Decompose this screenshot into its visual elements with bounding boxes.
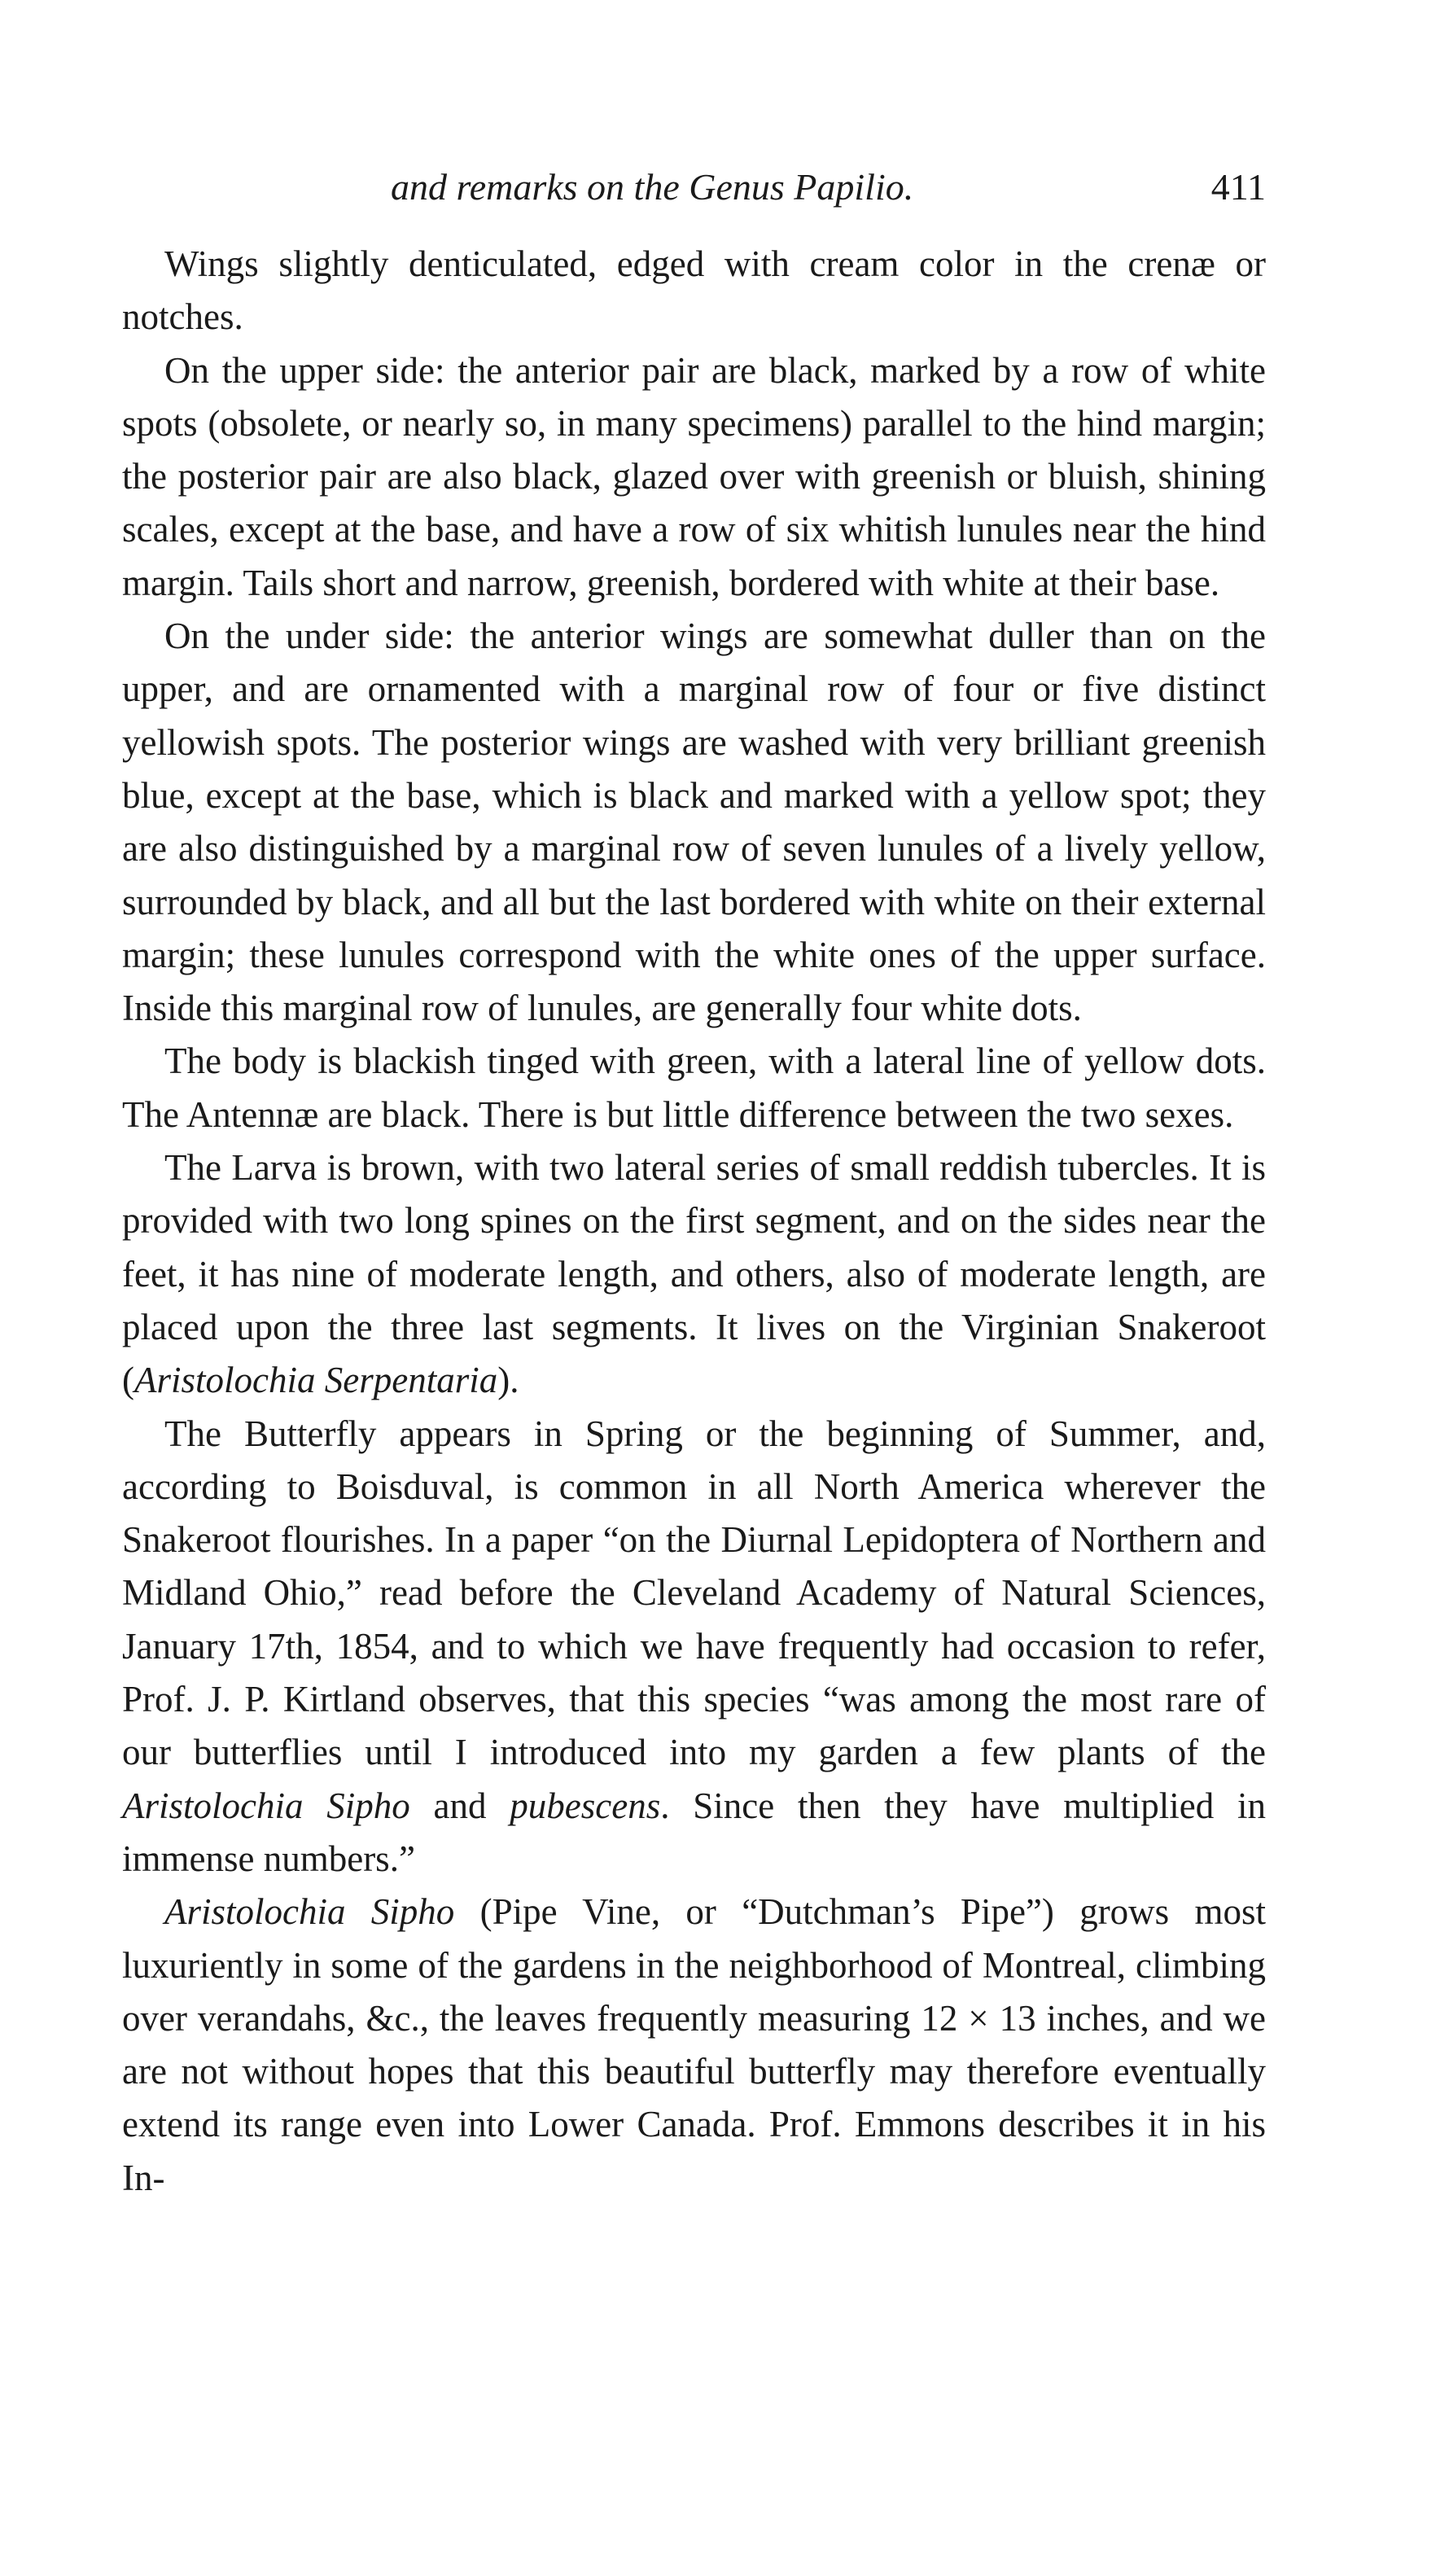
text-segment: . Since then they have multiplied in immense numbers.” <box>122 1785 1266 1879</box>
text-segment: On the upper side: the anterior pair are black, marked by a row of white spots (obsolete, or nearly so, in many specimens) parallel to the hind margin; the posterior pair are also black, glazed over with greenish or bluish, shining scales, except at the base, and have a row of six whitish lunules near the hind margin. Tails short and narrow, greenish, bordered with white at their base. <box>122 349 1266 603</box>
text-segment: and <box>409 1785 510 1826</box>
paragraph <box>122 1035 1266 1141</box>
text-segment: ). <box>497 1360 519 1401</box>
running-title: and remarks on the Genus Papilio. <box>391 166 914 208</box>
paragraph <box>122 344 1266 610</box>
italic-text-segment: Aristolochia Sipho <box>122 1785 410 1826</box>
page-number: 411 <box>1210 166 1266 208</box>
text-segment: (Pipe Vine, or “Dutchman’s Pipe”) grows most luxuriently in some of the gardens in the neighborhood of Montreal, climbing over verandahs, &c., the leaves frequently measuring 12 × 13 inches, and we are not without hopes that this beautiful butterfly may therefore eventually extend its range even into Lower Canada. Prof. Emmons describes it in his In- <box>122 1891 1267 2198</box>
paragraph <box>122 610 1266 1035</box>
body-text <box>122 238 1266 2205</box>
paragraph <box>122 238 1266 344</box>
text-segment: The Butterfly appears in Spring or the beginning of Summer, and, according to Boisduval, is common in all North America wherever the Snakeroot flourishes. In a paper “on the Diurnal Lepidoptera of Northern and Midland Ohio,” read before the Cleveland Academy of Natural Sciences, January 17th, 1854, and to which we have frequently had occasion to refer, Prof. J. P. Kirtland observes, that this species “was among the most rare of our butterflies until I introduced into my garden a few plants of the <box>122 1413 1266 1773</box>
italic-text-segment: Aristolochia Serpentaria <box>134 1360 498 1401</box>
paragraph <box>122 1408 1266 1886</box>
text-segment: Wings slightly denticulated, edged with cream color in the crenæ or notches. <box>122 243 1266 338</box>
text-segment: The body is blackish tinged with green, with a lateral line of yellow dots. The Antennæ are black. There is but little difference between the two sexes. <box>122 1040 1266 1135</box>
paragraph <box>122 1141 1266 1407</box>
paragraph <box>122 1886 1266 2205</box>
text-segment: The Larva is brown, with two lateral series of small reddish tubercles. It is provided with two long spines on the first segment, and on the sides near the feet, it has nine of moderate length, and others, also of moderate length, are placed upon the three last segments. It lives on the Virginian Snakeroot ( <box>122 1147 1266 1401</box>
text-segment: On the under side: the anterior wings are somewhat duller than on the upper, and are ornamented with a marginal row of four or five distinct yellowish spots. The posterior wings are washed with very brilliant greenish blue, except at the base, which is black and marked with a yellow spot; they are also distinguished by a marginal row of seven lunules of a lively yellow, surrounded by black, and all but the last bordered with white on their external margin; these lunules correspond with the white ones of the upper surface. Inside this marginal row of lunules, are generally four white dots. <box>122 616 1266 1029</box>
italic-text-segment: pubescens <box>510 1785 661 1826</box>
page-header <box>130 163 1266 212</box>
italic-text-segment: Aristolochia Sipho <box>164 1891 455 1933</box>
